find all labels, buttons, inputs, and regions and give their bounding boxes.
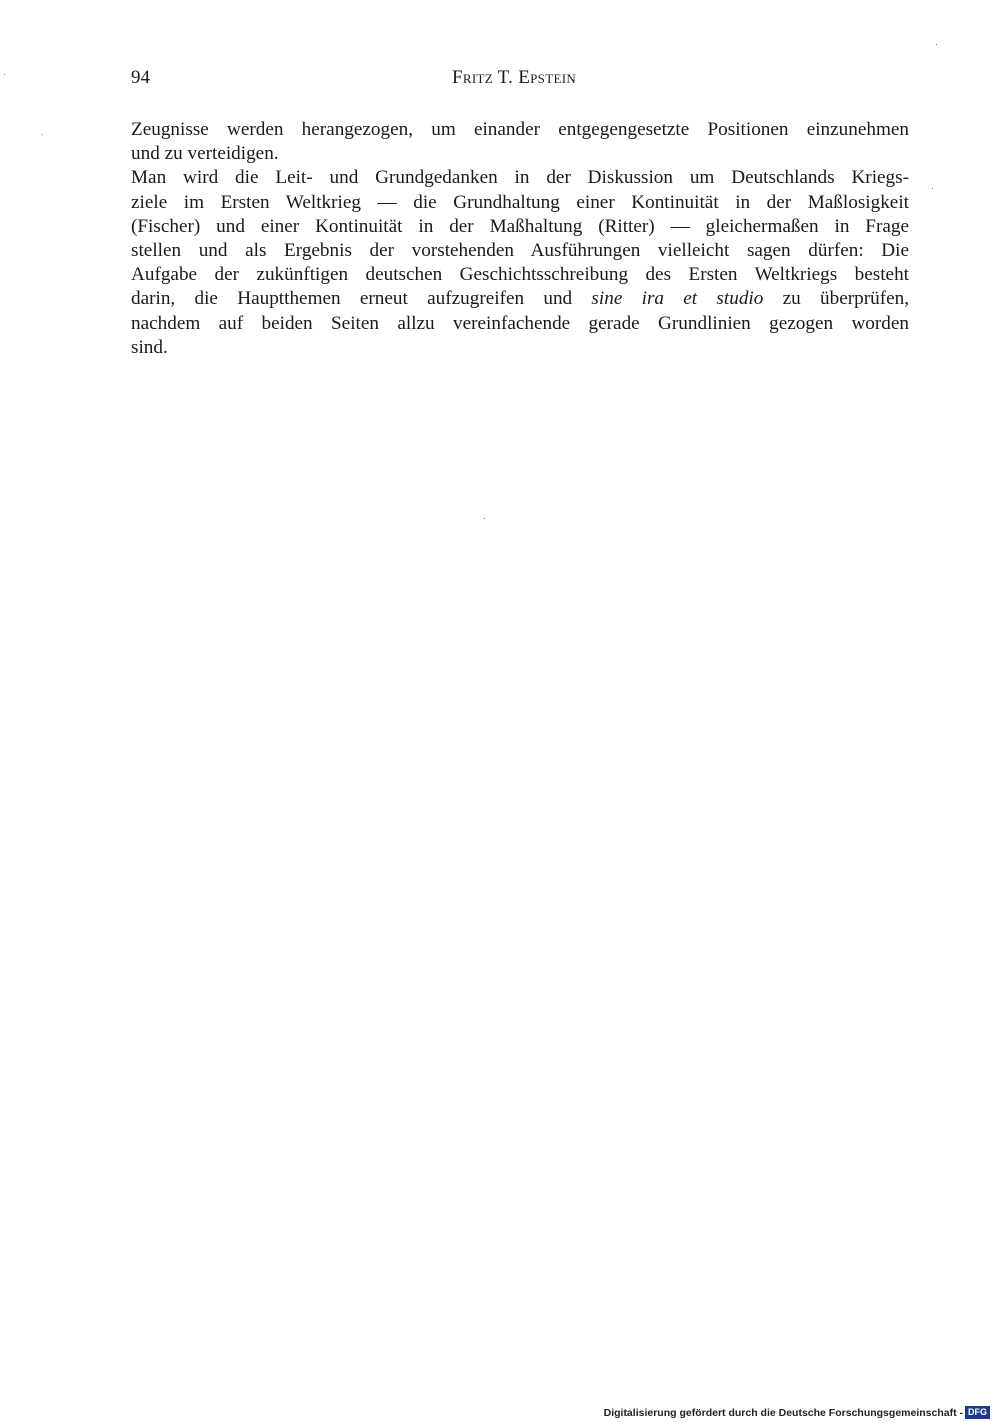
text-segment: darin, die Hauptthemen erneut aufzugreifen und — [131, 288, 592, 310]
text-segment: zu überprüfen, — [763, 288, 909, 310]
text-line: Man wird die Leit- und Grundgedanken in der Diskussion um Deutschlands Kriegs- — [131, 167, 909, 189]
scan-speck — [42, 134, 43, 135]
dfg-logo: DFG — [965, 1406, 990, 1419]
scan-speck — [484, 518, 485, 519]
text-line: nachdem auf beiden Seiten allzu vereinfachende gerade Grundlinien gezogen worden — [131, 312, 909, 334]
digitization-footer — [604, 1406, 990, 1419]
scan-speck — [936, 44, 937, 45]
footer-text: Digitalisierung gefördert durch die Deutsche Forschungsgemeinschaft - — [603, 1406, 963, 1419]
text-line — [131, 287, 909, 311]
text-line: Zeugnisse werden herangezogen, um einander entgegengesetzte Positionen einzunehmen — [131, 119, 909, 140]
page-number: 94 — [131, 67, 150, 88]
running-head: Fritz T. Epstein — [452, 67, 577, 88]
text-line: stellen und als Ergebnis der vorstehenden Ausführungen vielleicht sagen dürfen: Die — [131, 240, 909, 262]
text-line: ziele im Ersten Weltkrieg — die Grundhaltung einer Kontinuität in der Maßlosigkeit — [131, 191, 909, 213]
text-line: (Fischer) und einer Kontinuität in der Maßhaltung (Ritter) — gleichermaßen in Frage — [131, 215, 909, 237]
text-line: Aufgabe der zukünftigen deutschen Geschichtsschreibung des Ersten Weltkriegs besteht — [131, 264, 909, 286]
scan-speck — [4, 74, 5, 75]
text-line: und zu verteidigen. — [131, 143, 279, 165]
body-text — [131, 118, 909, 360]
italic-phrase: sine ira et studio — [591, 288, 764, 310]
text-line: sind. — [131, 336, 168, 358]
scan-speck — [932, 188, 933, 189]
